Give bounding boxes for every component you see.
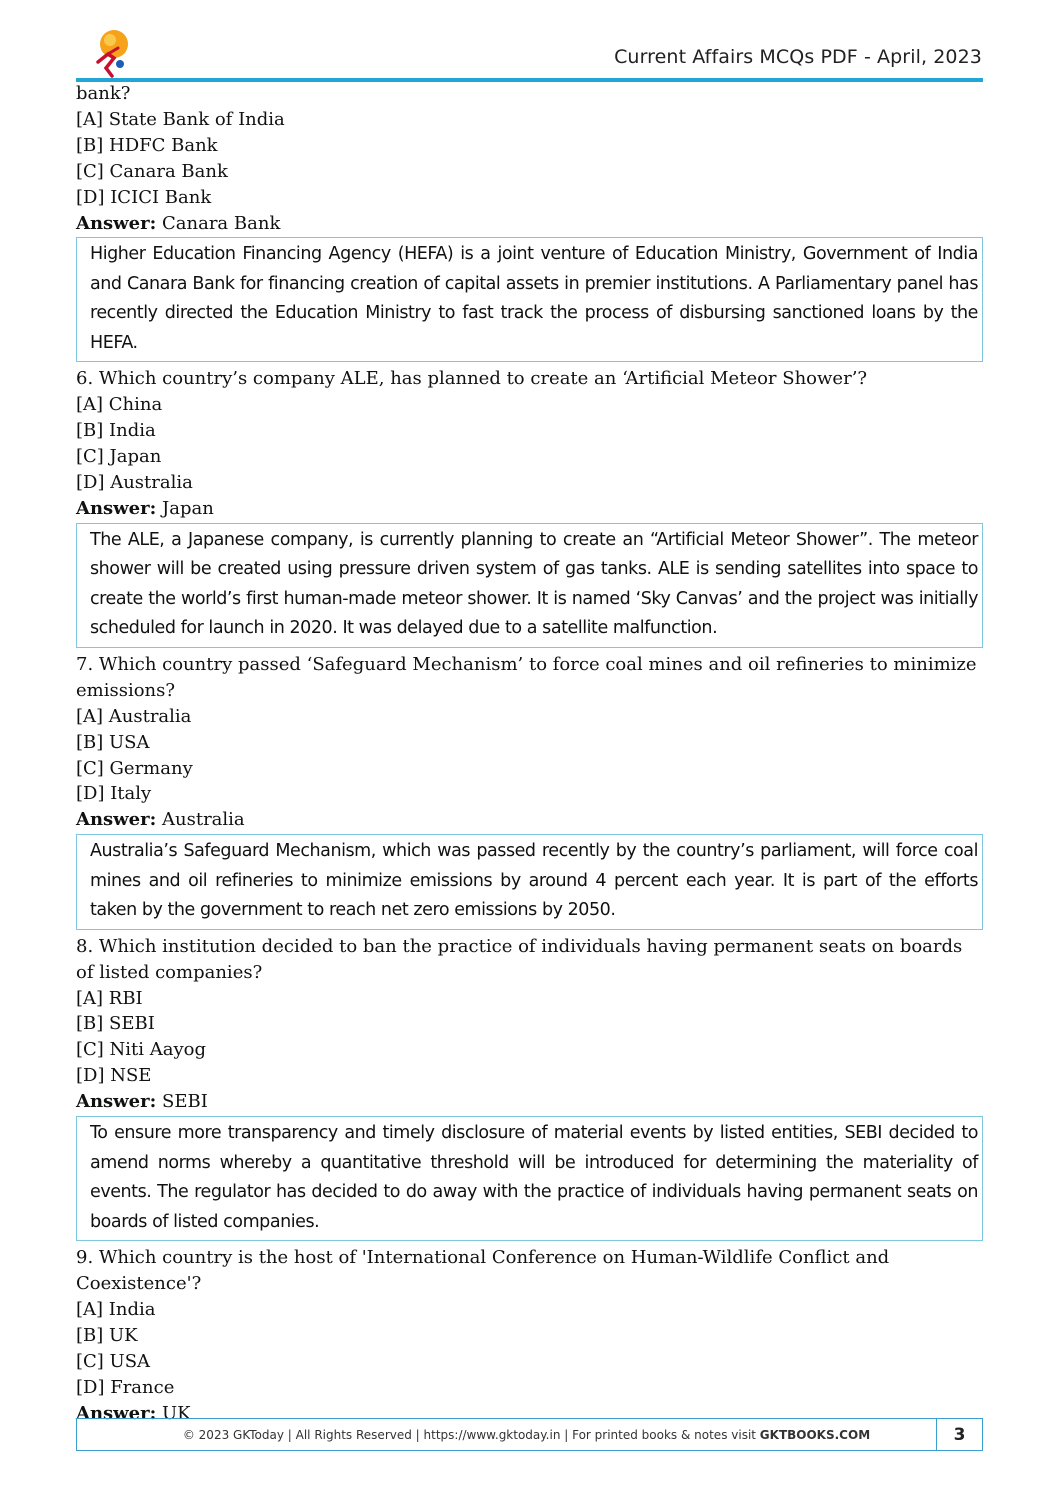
answer-line [76, 211, 983, 237]
option: [A] RBI [76, 987, 143, 1009]
answer-value: SEBI [162, 1091, 208, 1113]
answer-value: Canara Bank [162, 212, 281, 234]
question-text: 9. Which country is the host of 'International Conference on Human-Wildlife Conflict and Coexistence'? [76, 1247, 890, 1294]
explanation-box: Higher Education Financing Agency (HEFA) is a joint venture of Education Ministry, Government of India and Canara Bank for financing creation of capital assets in premier institutions. A Parliamentary panel has recently directed the Education Ministry to fast track the process of disbursing sanctioned loans by the HEFA. [76, 237, 983, 362]
option: [B] SEBI [76, 1013, 155, 1035]
answer-label: Answer: [76, 1091, 157, 1113]
answer-line [76, 807, 983, 833]
option: [D] ICICI Bank [76, 186, 212, 208]
page-content [76, 81, 983, 1426]
option: [B] UK [76, 1324, 138, 1346]
option: [C] Canara Bank [76, 160, 228, 182]
question-text: 7. Which country passed ‘Safeguard Mechanism’ to force coal mines and oil refineries to minimize emissions? [76, 653, 977, 701]
gktoday-logo [90, 28, 134, 80]
option: [A] India [76, 1298, 156, 1320]
answer-value: UK [162, 1402, 191, 1424]
option: [A] State Bank of India [76, 108, 285, 130]
answer-label: Answer: [76, 497, 157, 519]
footer-link-gktbooks[interactable]: GKTBOOKS.COM [759, 1427, 871, 1442]
option: [B] India [76, 420, 156, 442]
answer-label: Answer: [76, 1402, 157, 1424]
explanation-box: Australia’s Safeguard Mechanism, which was passed recently by the country’s parliament, will force coal mines and oil refineries to minimize emissions by around 4 percent each year. It is part of the efforts taken by the government to reach net zero emissions by 2050. [76, 834, 983, 930]
option: [C] Japan [76, 446, 162, 468]
question-text: 8. Which institution decided to ban the practice of individuals having permanent seats on boards of listed companies? [76, 935, 963, 983]
page-footer [76, 1418, 983, 1451]
footer-copyright [77, 1428, 936, 1442]
question-text: 6. Which country’s company ALE, has planned to create an ‘Artificial Meteor Shower’? [76, 368, 868, 390]
question-carryover [76, 81, 983, 362]
question-8 [76, 934, 983, 1241]
explanation-box: To ensure more transparency and timely disclosure of material events by listed entities, SEBI decided to amend norms whereby a quantitative threshold will be introduced for determining the materiality of events. The regulator has decided to do away with the practice of individuals having permanent seats on boards of listed companies. [76, 1116, 983, 1241]
answer-label: Answer: [76, 212, 157, 234]
question-text: bank? [76, 83, 131, 104]
option: [C] USA [76, 1350, 151, 1372]
option: [A] Australia [76, 705, 192, 727]
option: [B] HDFC Bank [76, 134, 218, 156]
answer-label: Answer: [76, 809, 157, 831]
footer-text: © 2023 GKToday | All Rights Reserved | https://www.gktoday.in | For printed books & notes visit [182, 1427, 760, 1442]
question-9 [76, 1245, 983, 1426]
page-number: 3 [936, 1419, 982, 1450]
option: [C] Germany [76, 757, 193, 779]
answer-value: Japan [162, 497, 214, 519]
option: [C] Niti Aayog [76, 1039, 207, 1061]
option: [A] China [76, 394, 163, 416]
option: [D] NSE [76, 1065, 152, 1087]
option: [D] Italy [76, 783, 152, 805]
option: [B] USA [76, 731, 150, 753]
option: [D] Australia [76, 472, 193, 494]
question-7 [76, 652, 983, 930]
answer-value: Australia [162, 809, 245, 831]
question-6 [76, 366, 983, 647]
document-title: Current Affairs MCQs PDF - April, 2023 [614, 46, 982, 68]
option: [D] France [76, 1376, 175, 1398]
answer-line [76, 496, 983, 522]
explanation-box: The ALE, a Japanese company, is currently planning to create an “Artificial Meteor Shower”. The meteor shower will be created using pressure driven system of gas tanks. ALE is sending satellites into space to create the world’s first human-made meteor shower. It is named ‘Sky Canvas’ and the project was initially scheduled for launch in 2020. It was delayed due to a satellite malfunction. [76, 523, 983, 648]
answer-line [76, 1089, 983, 1115]
